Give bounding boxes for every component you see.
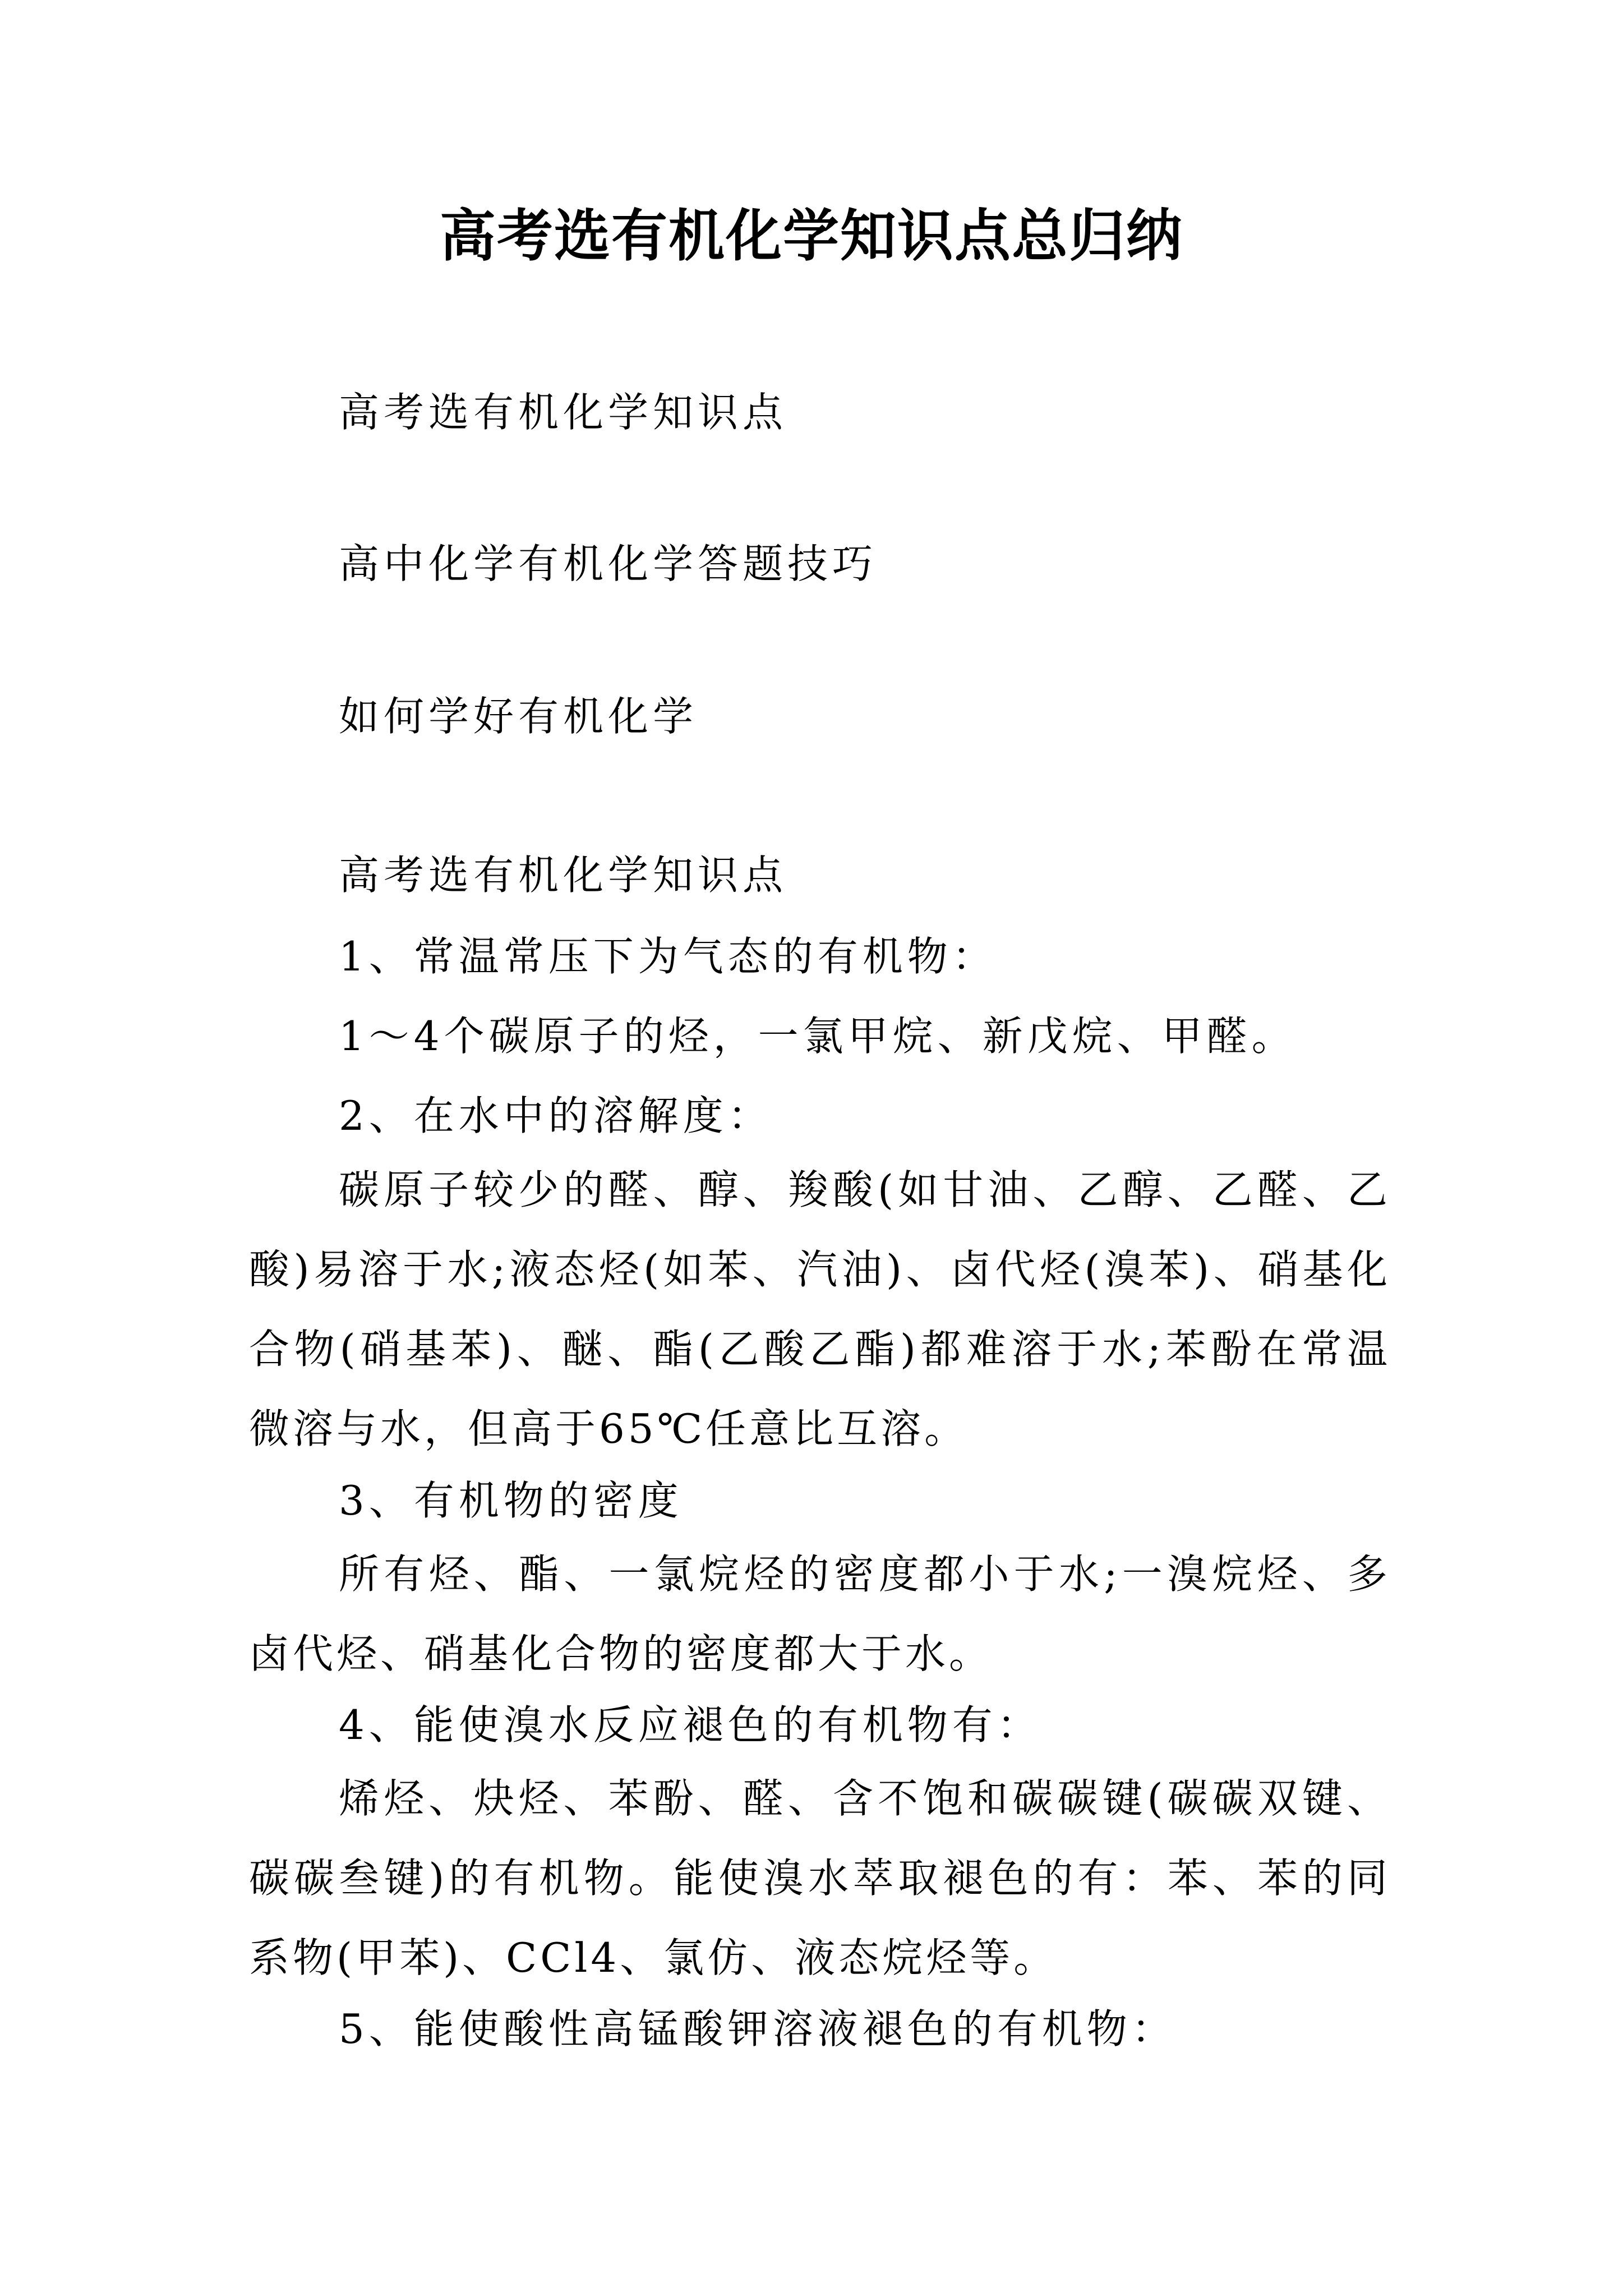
toc-item-3: 如何学好有机化学 — [339, 693, 698, 740]
item-1-heading: 1、常温常压下为气态的有机物： — [339, 933, 997, 980]
item-1-text: 1～4个碳原子的烃，一氯甲烷、新戊烷、甲醛。 — [339, 1013, 1297, 1060]
section-heading: 高考选有机化学知识点 — [339, 852, 788, 899]
toc-item-2: 高中化学有机化学答题技巧 — [339, 540, 878, 587]
item-4-heading: 4、能使溴水反应褪色的有机物有： — [339, 1701, 1042, 1749]
document-title: 高考选有机化学知识点总归纳 — [440, 203, 1183, 269]
item-2-text: 碳原子较少的醛、醇、羧酸(如甘油、乙醇、乙醛、乙酸)易溶于水;液态烃(如苯、汽油)、卤代烃(溴苯)、硝基化合物(硝基苯)、醚、酯(乙酸乙酯)都难溶于水;苯酚在常温微溶与水，但高于65℃任意比互溶。 — [249, 1166, 1391, 1452]
toc-item-1: 高考选有机化学知识点 — [339, 389, 788, 436]
item-3-heading: 3、有机物的密度 — [339, 1477, 683, 1524]
item-5-heading: 5、能使酸性高锰酸钾溶液褪色的有机物： — [339, 2005, 1177, 2053]
item-2-heading: 2、在水中的溶解度： — [339, 1092, 773, 1139]
item-4-text: 烯烃、炔烃、苯酚、醛、含不饱和碳碳键(碳碳双键、碳碳叁键)的有机物。能使溴水萃取褪色的有：苯、苯的同系物(甲苯)、CCl4、氯仿、液态烷烃等。 — [249, 1775, 1391, 1981]
item-3-text: 所有烃、酯、一氯烷烃的密度都小于水;一溴烷烃、多卤代烃、硝基化合物的密度都大于水。 — [249, 1550, 1391, 1677]
